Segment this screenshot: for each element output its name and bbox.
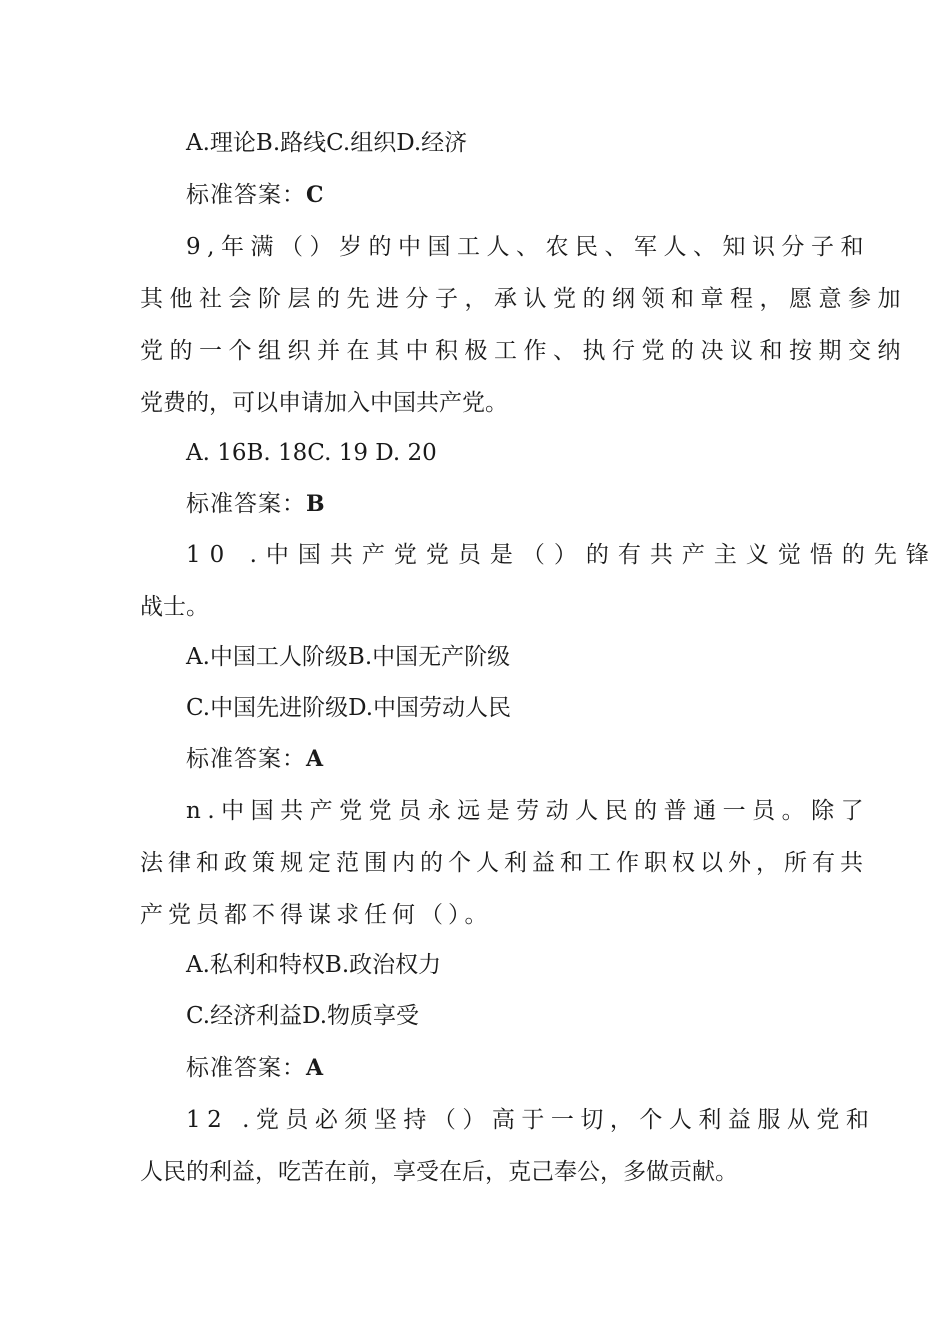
q10-options-line-1: A.中国工人阶级B.中国无产阶级 bbox=[186, 644, 511, 670]
q12-text-line-1: 12 .党员必须坚持（）高于一切，个人利益服从党和 bbox=[186, 1107, 876, 1133]
q11-text-line-1: n.中国共产党党员永远是劳动人民的普通一员。除了 bbox=[186, 798, 871, 824]
q9-text-line-3: 党的一个组织并在其中积极工作、执行党的决议和按期交纳 bbox=[140, 338, 907, 364]
q10-text-line-2: 战士。 bbox=[140, 594, 209, 620]
q11-answer bbox=[186, 1053, 816, 1083]
answer-label: 标准答案： bbox=[186, 746, 306, 772]
q11-options-line-2: C.经济利益D.物质享受 bbox=[186, 1003, 420, 1029]
q9-options: A. 16B. 18C. 19 D. 20 bbox=[186, 440, 437, 466]
q11-text-line-3: 产党员都不得谋求任何（）。 bbox=[140, 902, 493, 928]
q8-answer bbox=[186, 180, 816, 210]
q10-options-line-2: C.中国先进阶级D.中国劳动人民 bbox=[186, 695, 512, 721]
answer-label: 标准答案： bbox=[186, 1055, 306, 1081]
answer-label: 标准答案： bbox=[186, 182, 306, 208]
answer-label: 标准答案： bbox=[186, 491, 306, 517]
q11-text-line-2: 法律和政策规定范围内的个人利益和工作职权以外，所有共 bbox=[140, 850, 868, 876]
answer-value: C bbox=[306, 182, 325, 208]
answer-value: A bbox=[306, 746, 325, 772]
q8-options: A.理论B.路线C.组织D.经济 bbox=[186, 130, 468, 156]
answer-value: B bbox=[306, 491, 326, 517]
q12-text-line-2: 人民的利益，吃苦在前，享受在后，克己奉公，多做贡献。 bbox=[140, 1159, 738, 1185]
q9-text-line-4: 党费的，可以申请加入中国共产党。 bbox=[140, 390, 508, 416]
answer-value: A bbox=[306, 1055, 325, 1081]
q9-text-line-2: 其他社会阶层的先进分子，承认党的纲领和章程，愿意参加 bbox=[140, 286, 907, 312]
q9-text-line-1: 9,年满（）岁的中国工人、农民、军人、知识分子和 bbox=[186, 234, 870, 260]
q10-answer bbox=[186, 744, 816, 774]
q10-text-line-1: 10 .中国共产党党员是（）的有共产主义觉悟的先锋 bbox=[186, 542, 938, 568]
q11-options-line-1: A.私利和特权B.政治权力 bbox=[186, 952, 442, 978]
q9-answer bbox=[186, 489, 816, 519]
